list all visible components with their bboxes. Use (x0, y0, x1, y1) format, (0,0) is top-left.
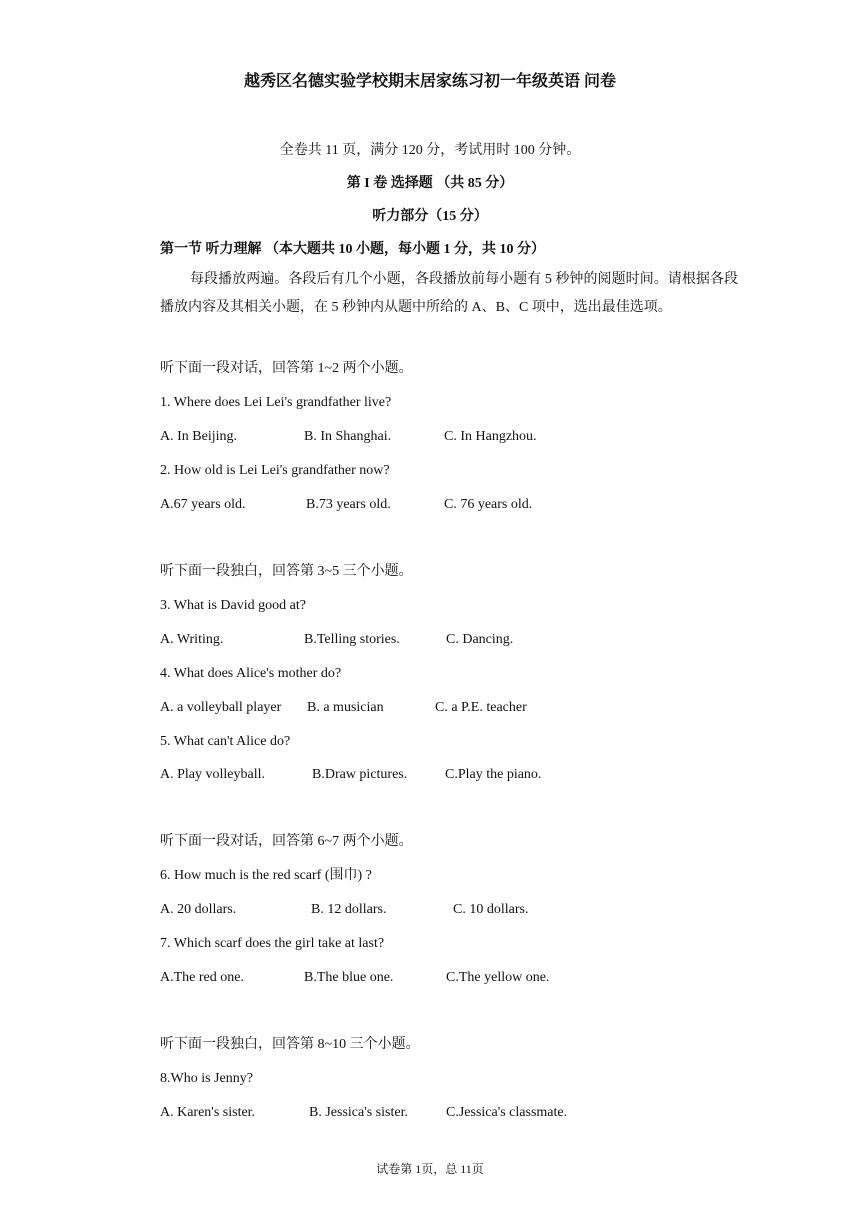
question-text: 1. Where does Lei Lei's grandfather live? (160, 395, 392, 410)
question-text: 7. Which scarf does the girl take at last? (160, 936, 385, 951)
question-text: 6. How much is the red scarf (围巾) ? (160, 868, 372, 883)
option-b: B. In Shanghai. (304, 429, 392, 444)
question-text: 5. What can't Alice do? (160, 734, 291, 749)
group-intro: 听下面一段对话，回答第 1~2 两个小题。 (160, 361, 413, 376)
option-b: B.Draw pictures. (312, 767, 408, 782)
group-intro: 听下面一段独白，回答第 3~5 三个小题。 (160, 564, 413, 579)
option-c: C.The yellow one. (446, 970, 550, 985)
option-b: B.Telling stories. (304, 632, 400, 647)
option-c: C. a P.E. teacher (435, 700, 527, 715)
page-footer: 试卷第 1页，总 11页 (376, 1162, 484, 1176)
section1-heading: 第一节 听力理解 （本大题共 10 小题，每小题 1 分，共 10 分） (160, 242, 545, 257)
option-a: A. a volleyball player (160, 700, 282, 715)
instructions-paragraph: 每段播放两遍。各段后有几个小题，各段播放前每小题有 5 秒钟的阅题时间。请根据各段播放内容及其相关小题，在 5 秒钟内从题中所给的 A、B、C 项中，选出最佳选项。 (160, 272, 738, 315)
question-text: 3. What is David good at? (160, 598, 306, 613)
option-b: B. a musician (307, 700, 384, 715)
question-text: 4. What does Alice's mother do? (160, 666, 342, 681)
option-a: A.67 years old. (160, 497, 246, 512)
question-text: 2. How old is Lei Lei's grandfather now? (160, 463, 390, 478)
option-a: A. Play volleyball. (160, 767, 265, 782)
option-a: A. Writing. (160, 632, 224, 647)
option-c: C. 10 dollars. (453, 902, 529, 917)
option-a: A. In Beijing. (160, 429, 237, 444)
question-text: 8.Who is Jenny? (160, 1071, 253, 1086)
option-b: B. 12 dollars. (311, 902, 387, 917)
option-c: C. Dancing. (446, 632, 514, 647)
option-b: B.The blue one. (304, 970, 394, 985)
group-intro: 听下面一段对话，回答第 6~7 两个小题。 (160, 834, 413, 849)
exam-info: 全卷共 11 页，满分 120 分，考试用时 100 分钟。 (279, 143, 581, 158)
option-a: A. 20 dollars. (160, 902, 237, 917)
option-c: C. In Hangzhou. (444, 429, 537, 444)
option-c: C.Jessica's classmate. (446, 1105, 568, 1120)
document-title: 越秀区名德实验学校期末居家练习初一年级英语 问卷 (243, 73, 616, 90)
option-c: C. 76 years old. (444, 497, 533, 512)
listening-heading: 听力部分（15 分） (372, 209, 488, 224)
option-a: A.The red one. (160, 970, 244, 985)
part1-heading: 第 I 卷 选择题 （共 85 分） (346, 176, 514, 191)
option-b: B. Jessica's sister. (309, 1105, 408, 1120)
group-intro: 听下面一段独白，回答第 8~10 三个小题。 (160, 1037, 420, 1052)
option-b: B.73 years old. (306, 497, 391, 512)
option-c: C.Play the piano. (445, 767, 542, 782)
option-a: A. Karen's sister. (160, 1105, 256, 1120)
